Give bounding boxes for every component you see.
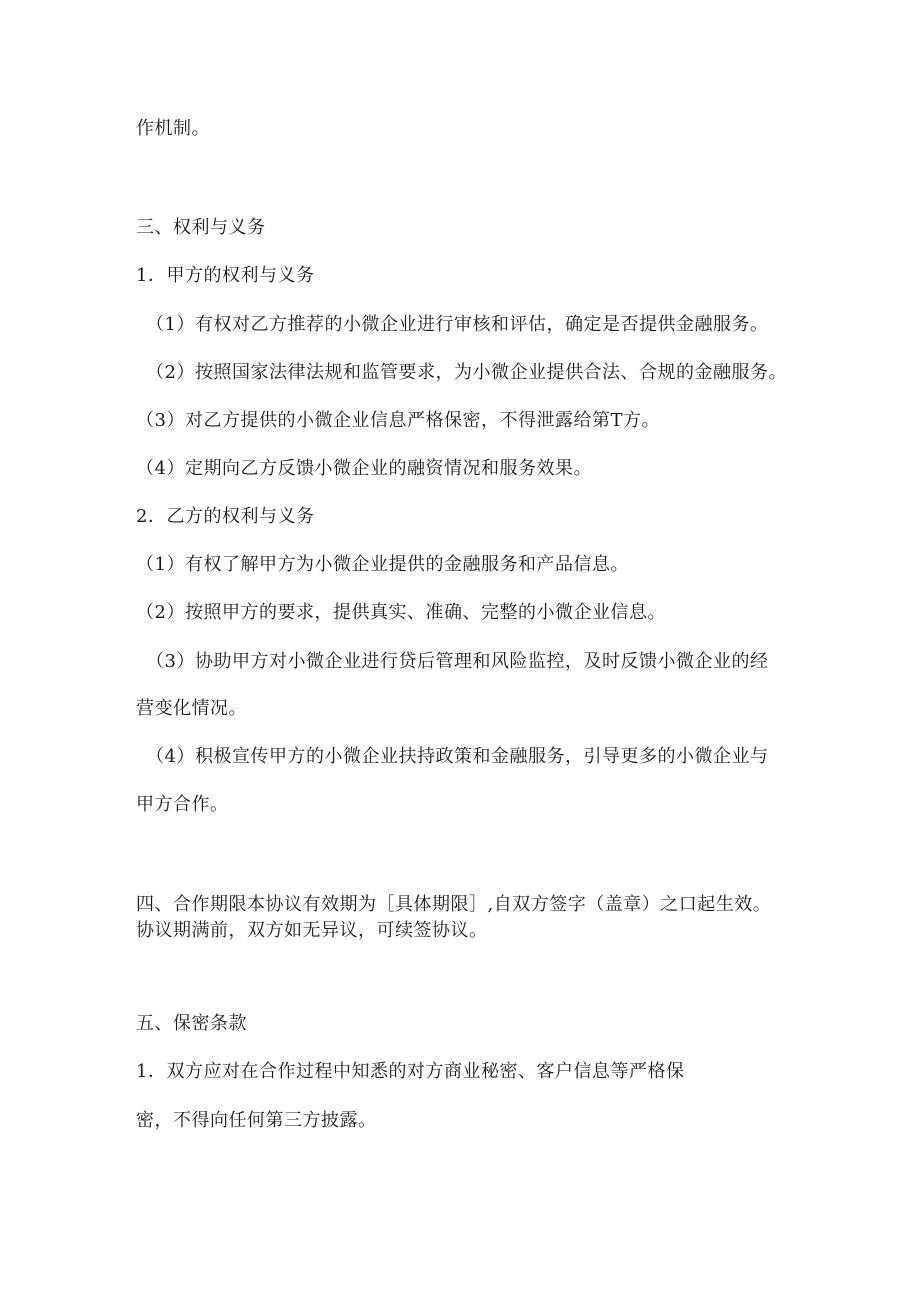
paragraph-continuation: 作机制。 — [136, 118, 210, 139]
section-heading-rights-obligations: 三、权利与义务 — [136, 217, 266, 238]
party-b-item-2: （2）按照甲方的要求，提供真实、准确、完整的小微企业信息。 — [136, 602, 666, 623]
confidentiality-item-1: 1．双方应对在合作过程中知悉的对方商业秘密、客户信息等严格保 — [136, 1061, 685, 1082]
section-cooperation-term: 四、合作期限本协议有效期为［具体期限］,自双方签字（盖章）之口起生效。 — [136, 894, 772, 915]
subsection-heading-party-a: 1．甲方的权利与义务 — [136, 265, 315, 286]
subsection-heading-party-b: 2．乙方的权利与义务 — [136, 506, 315, 527]
party-a-item-4: （4）定期向乙方反馈小微企业的融资情况和服务效果。 — [136, 458, 592, 479]
party-b-item-4: （4）积极宣传甲方的小微企业扶持政策和金融服务，引导更多的小微企业与 — [146, 746, 769, 767]
party-b-item-4-continuation: 甲方合作。 — [136, 794, 229, 815]
confidentiality-item-1-continuation: 密，不得向任何第三方披露。 — [136, 1110, 377, 1131]
section-heading-confidentiality: 五、保密条款 — [136, 1013, 247, 1034]
party-a-item-3: （3）对乙方提供的小微企业信息严格保密，不得泄露给第T方。 — [136, 410, 660, 431]
party-b-item-1: （1）有权了解甲方为小微企业提供的金融服务和产品信息。 — [136, 554, 629, 575]
party-b-item-3: （3）协助甲方对小微企业进行贷后管理和风险监控，及时反馈小微企业的经 — [146, 651, 769, 672]
party-b-item-3-continuation: 营变化情况。 — [136, 698, 247, 719]
section-cooperation-term-continuation: 协议期满前，双方如无异议，可续签协议。 — [136, 920, 488, 941]
party-a-item-1: （1）有权对乙方推荐的小微企业进行审核和评估，确定是否提供金融服务。 — [146, 314, 769, 335]
party-a-item-2: （2）按照国家法律法规和监管要求，为小微企业提供合法、合规的金融服务。 — [146, 362, 787, 383]
